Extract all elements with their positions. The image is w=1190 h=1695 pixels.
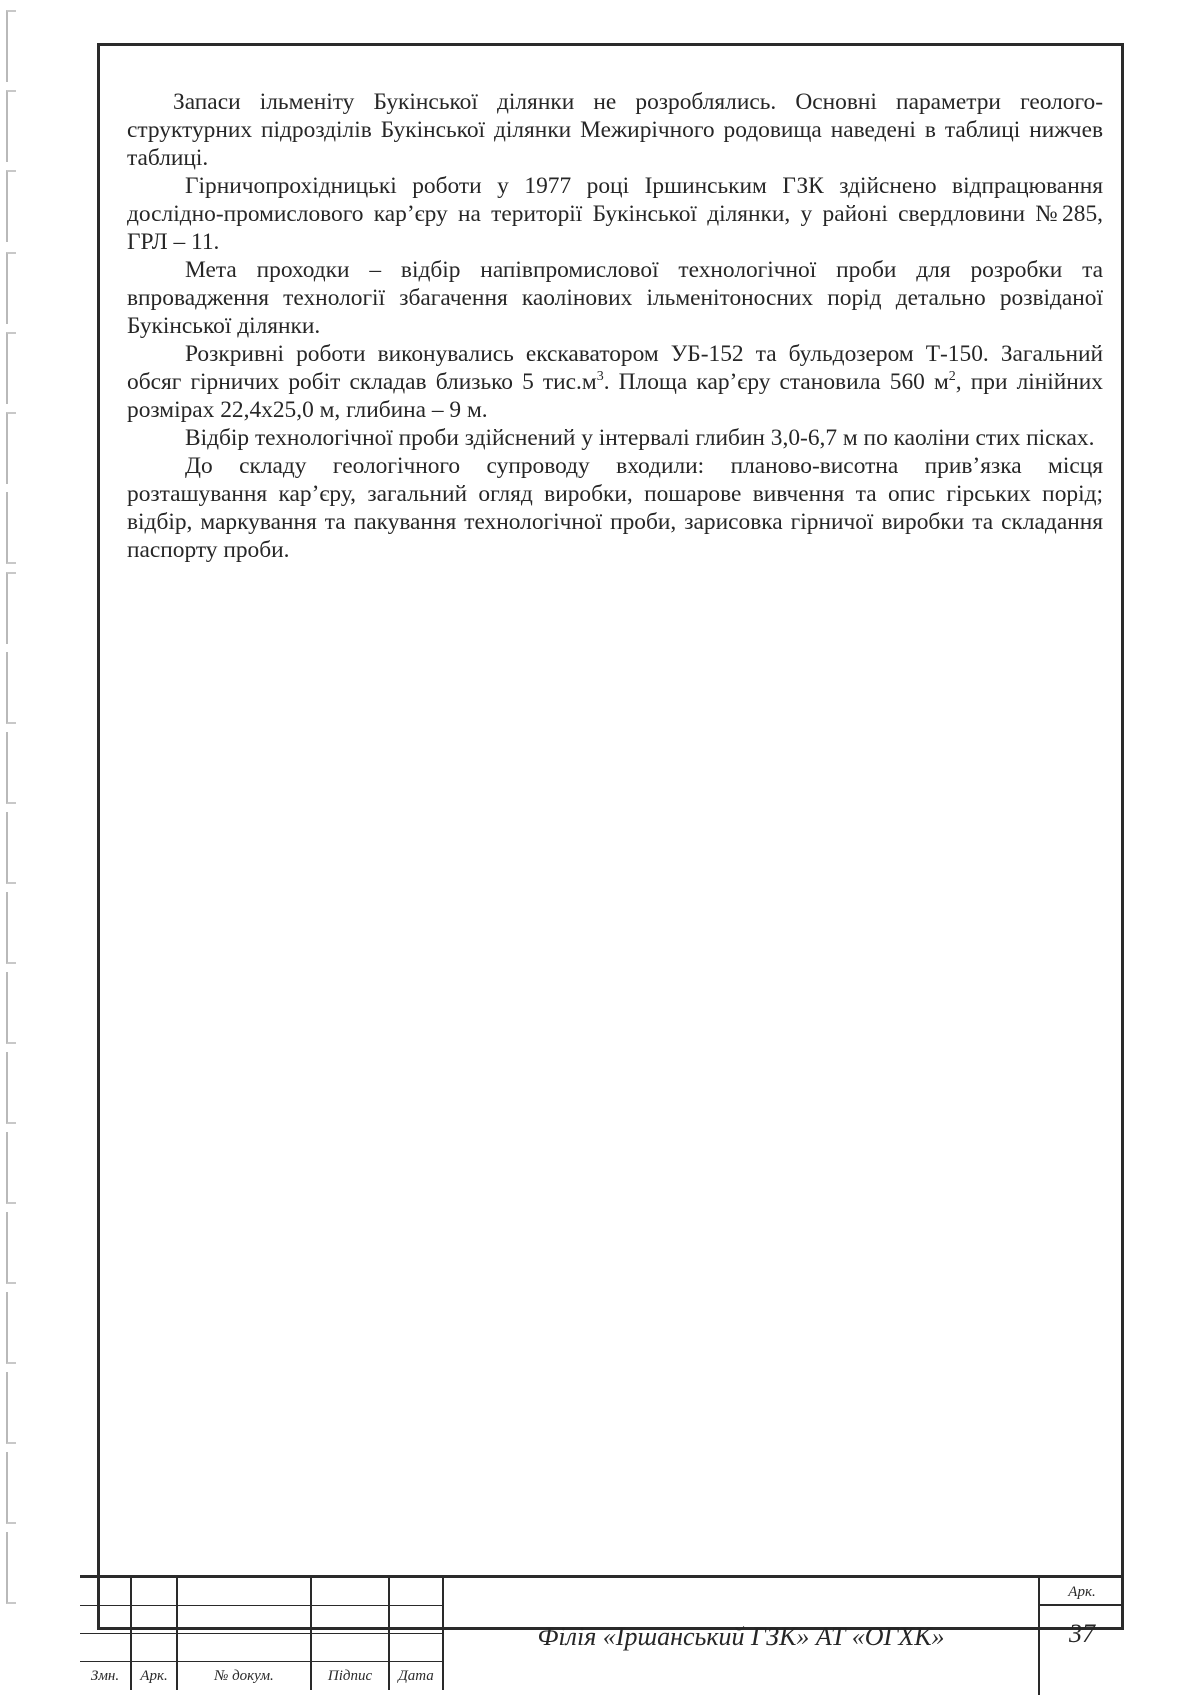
superscript: 3: [596, 369, 604, 385]
paragraph: Запаси ільменіту Букінської ділянки не розроблялись. Основні параметри геолого-структурних підрозділів Букінської ділянки Межирічного родовища наведені в таблиці нижчев таблиці.: [127, 89, 1103, 171]
stamp-cell: [132, 1634, 178, 1662]
binding-mark: [6, 10, 16, 82]
binding-mark: [6, 1212, 16, 1284]
stamp-label-document: № докум.: [178, 1662, 312, 1690]
binding-mark: [6, 332, 16, 404]
stamp-label-signature: Підпис: [312, 1662, 390, 1690]
stamp-cell: [390, 1634, 444, 1662]
stamp-cell: [80, 1578, 132, 1606]
binding-mark: [6, 812, 16, 884]
binding-mark: [6, 1132, 16, 1204]
paragraph: До складу геологічного супроводу входили: планово-висотна прив’язка місця розташування кар’єру, загальний огляд виробки, пошарове вивчення та опис гірських порід; відбір, маркування та пакування технологічної проби, зарисовка гірничої виробки та складання паспорту проби.: [127, 453, 1103, 563]
stamp-cell: [178, 1606, 312, 1634]
binding-mark: [6, 732, 16, 804]
binding-mark: [6, 412, 16, 484]
stamp-label-row: [80, 1662, 480, 1690]
paragraph: Мета проходки – відбір напівпромислової технологічної проби для розробки та впровадження технології збагачення каолінових ільменітоносних порід детально розвіданої Букінської ділянки.: [127, 257, 1103, 339]
binding-mark: [6, 170, 16, 242]
paragraph: Відбір технологічної проби здійснений у інтервалі глибин 3,0-6,7 м по каоліни стих пісках.: [185, 425, 1095, 451]
organization-caption: Філія «Іршанський ГЗК» АТ «ОГХК»: [444, 1578, 1040, 1695]
binding-mark: [6, 1372, 16, 1444]
stamp-label-date: Дата: [390, 1662, 444, 1690]
stamp-cell: [80, 1606, 132, 1634]
binding-mark: [6, 892, 16, 964]
stamp-cell: [132, 1606, 178, 1634]
binding-mark: [6, 252, 16, 324]
stamp-row: [80, 1606, 480, 1634]
binding-mark: [6, 572, 16, 644]
binding-mark: [6, 972, 16, 1044]
binding-mark: [6, 1292, 16, 1364]
binding-mark: [6, 1052, 16, 1124]
stamp-cell: [132, 1578, 178, 1606]
sheet-box: [1040, 1578, 1124, 1695]
stamp-cell: [178, 1634, 312, 1662]
binding-mark: [6, 652, 16, 724]
binding-mark: [6, 1532, 16, 1604]
stamp-cell: [390, 1578, 444, 1606]
sheet-label: Арк.: [1040, 1578, 1124, 1606]
body-text: [127, 88, 1103, 564]
paragraph: [127, 340, 1103, 424]
superscript: 2: [948, 369, 956, 385]
stamp-cell: [312, 1578, 390, 1606]
stamp-cell: [312, 1606, 390, 1634]
paragraph-part: . Площа кар’єру становила 560 м: [603, 369, 949, 395]
stamp-cell: [178, 1578, 312, 1606]
sheet-number: 37: [1069, 1619, 1095, 1648]
title-block: [80, 1575, 1124, 1695]
stamp-cell: [80, 1634, 132, 1662]
stamp-label-change: Змн.: [80, 1662, 132, 1690]
paragraph: Гірничопрохідницькі роботи у 1977 році Іршинським ГЗК здійснено відпрацювання дослідно-промислового кар’єру на території Букінської ділянки, у районі свердловини №285, ГРЛ – 11.: [127, 173, 1103, 255]
binding-mark: [6, 492, 16, 564]
stamp-cell: [390, 1606, 444, 1634]
stamp-row: [80, 1634, 480, 1662]
paragraph-part: , при лінійних розмірах 22,4х25,0 м, глибина – 9 м.: [127, 369, 1104, 423]
paragraph-part: Розкривні роботи виконувались екскаватором УБ-152 та бульдозером Т-150. Загальний обсяг гірничих робіт складав близько 5 тис.м: [127, 341, 1103, 395]
binding-mark: [6, 1452, 16, 1524]
stamp-cell: [312, 1634, 390, 1662]
stamp-label-sheet: Арк.: [132, 1662, 178, 1690]
binding-mark: [6, 90, 16, 162]
stamp-grid: [80, 1578, 480, 1695]
stamp-row: [80, 1578, 480, 1606]
